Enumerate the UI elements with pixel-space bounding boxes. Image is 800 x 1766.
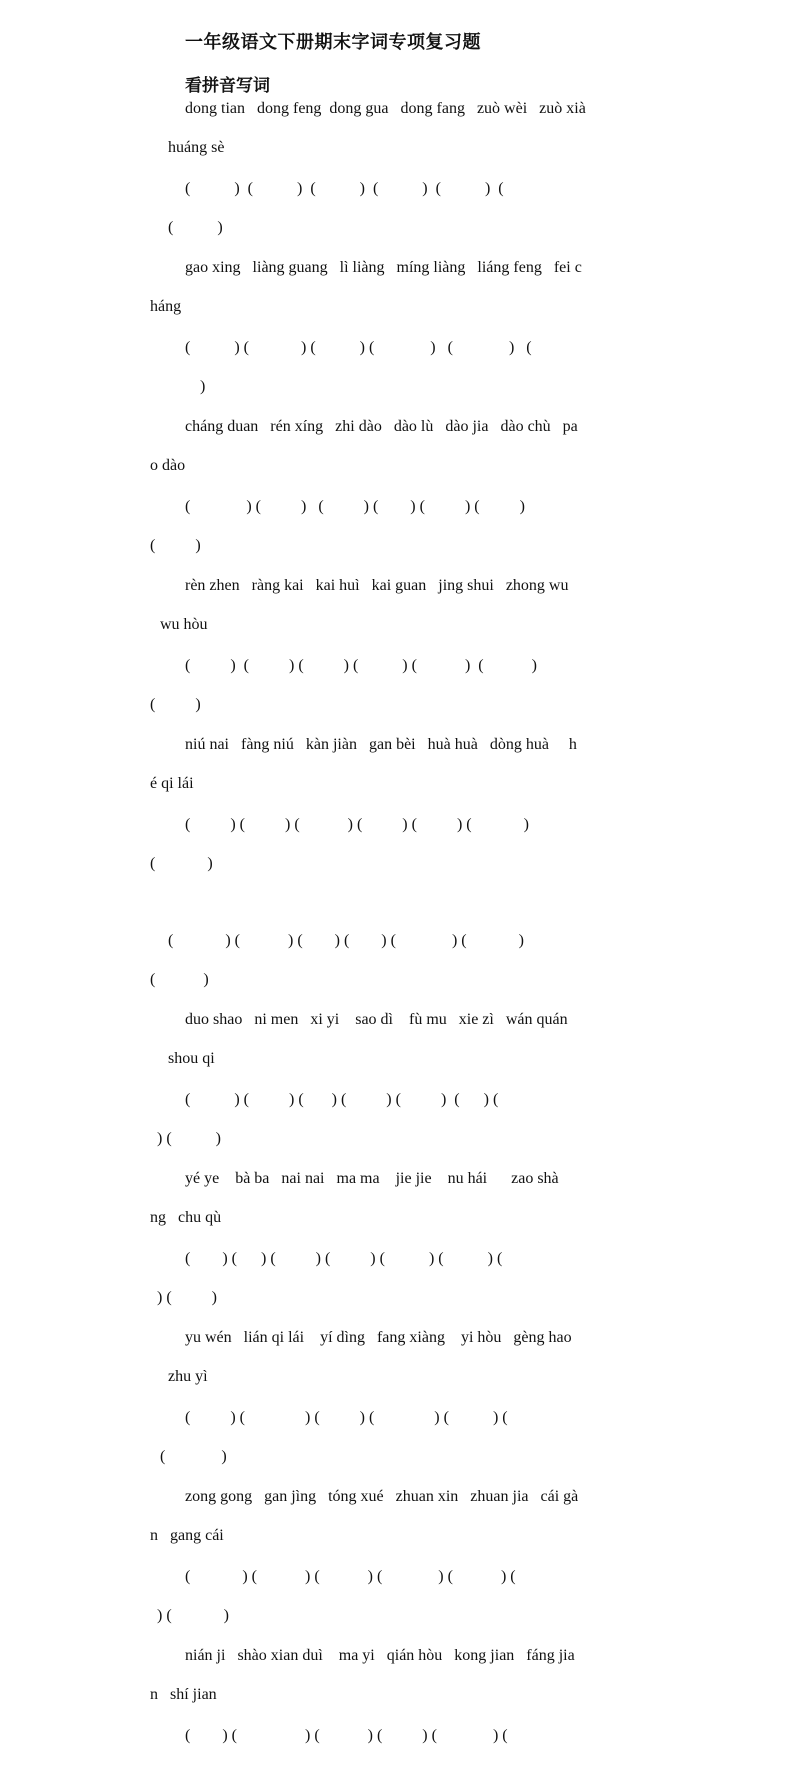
answer-blanks: ( ) ( ) ( ) ( ) ( ) ( ) [185, 498, 525, 515]
answer-blanks: ( ) ( ) ( ) ( ) ( ) ( [185, 1568, 516, 1585]
answer-blanks-continued: ) ( ) [157, 1607, 229, 1624]
page-title: 一年级语文下册期末字词专项复习题 [185, 32, 481, 52]
pinyin-line: nián ji shào xian duì ma yi qián hòu kong jian fáng jia [185, 1647, 575, 1664]
pinyin-line: duo shao ni men xi yi sao dì fù mu xie zì wán quán [185, 1011, 568, 1028]
answer-blanks-continued: ) ( ) [157, 1130, 221, 1147]
pinyin-line: yé ye bà ba nai nai ma ma jie jie nu hái zao shà [185, 1170, 559, 1187]
answer-blanks: ( ) ( ) ( ) ( ) ( ) ( ) [185, 657, 537, 674]
answer-blanks-continued: ( ) [160, 1448, 227, 1465]
pinyin-line: zong gong gan jìng tóng xué zhuan xin zhuan jia cái gà [185, 1488, 579, 1505]
answer-blanks: ( ) ( ) ( ) ( ) ( ) ( ) [185, 816, 529, 833]
pinyin-line-continued: é qi lái [150, 775, 194, 792]
answer-blanks: ( ) ( ) ( ) ( ) ( ) ( [185, 1409, 508, 1426]
pinyin-line-continued: n shí jian [150, 1686, 217, 1703]
answer-blanks-continued: ) ( ) [157, 1289, 217, 1306]
answer-blanks-continued: ( ) [150, 696, 201, 713]
pinyin-line-continued: o dào [150, 457, 186, 474]
answer-blanks: ( ) ( ) ( ) ( ) ( ) ( ) [168, 932, 524, 949]
answer-blanks-continued: ( ) [150, 971, 209, 988]
pinyin-line: rèn zhen ràng kai kai huì kai guan jing shui zhong wu [185, 577, 569, 594]
answer-blanks-continued: ( ) [168, 219, 223, 236]
pinyin-line-continued: ng chu qù [150, 1209, 222, 1226]
pinyin-line-continued: wu hòu [160, 616, 208, 633]
answer-blanks: ( ) ( ) ( ) ( ) ( ) ( ) ( [185, 1250, 503, 1267]
answer-blanks: ( ) ( ) ( ) ( ) ( ) ( [185, 1727, 508, 1744]
pinyin-line: yu wén lián qi lái yí dìng fang xiàng yi hòu gèng hao [185, 1329, 572, 1346]
pinyin-line-continued: háng [150, 298, 182, 315]
pinyin-line-continued: zhu yì [168, 1368, 208, 1385]
pinyin-line-continued: shou qi [168, 1050, 215, 1067]
pinyin-line-continued: huáng sè [168, 139, 225, 156]
pinyin-line: dong tian dong feng dong gua dong fang zuò wèi zuò xià [185, 100, 586, 117]
answer-blanks: ( ) ( ) ( ) ( ) ( ) ( ) ( [185, 1091, 499, 1108]
section-heading: 看拼音写词 [185, 76, 270, 95]
answer-blanks-continued: ) [200, 378, 206, 395]
pinyin-line: cháng duan rén xíng zhi dào dào lù dào jia dào chù pa [185, 418, 578, 435]
pinyin-line-continued: n gang cái [150, 1527, 224, 1544]
pinyin-line: gao xing liàng guang lì liàng míng liàng liáng feng fei c [185, 259, 582, 276]
pinyin-line: niú nai fàng niú kàn jiàn gan bèi huà huà dòng huà h [185, 736, 577, 753]
answer-blanks: ( ) ( ) ( ) ( ) ( ) ( [185, 180, 504, 197]
answer-blanks-continued: ( ) [150, 855, 213, 872]
answer-blanks-continued: ( ) [150, 537, 201, 554]
answer-blanks: ( ) ( ) ( ) ( ) ( ) ( [185, 339, 532, 356]
